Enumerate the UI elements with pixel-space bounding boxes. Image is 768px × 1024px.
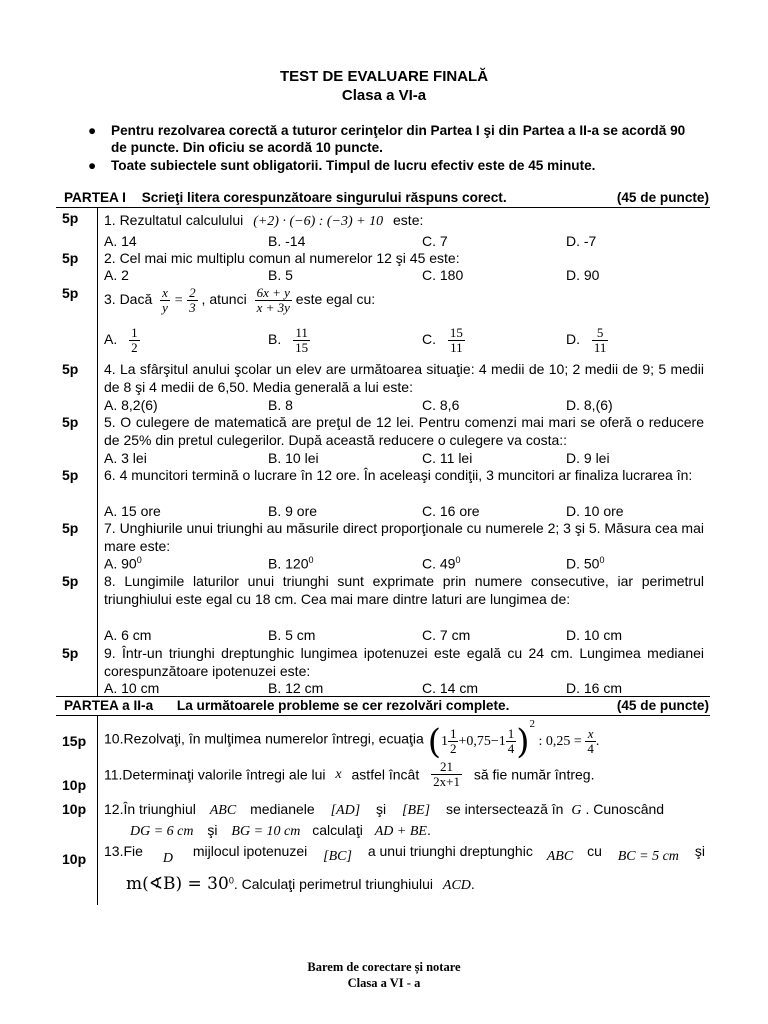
- instruction-text: Toate subiectele sunt obligatorii. Timpul de lucru efectiv este de 45 minute.: [111, 158, 596, 173]
- fraction: [293, 326, 310, 355]
- problem-13-line1: [104, 843, 704, 867]
- question-points: 5p: [62, 361, 79, 377]
- divider: [56, 207, 710, 208]
- question-text: 3. Dacă: [104, 291, 153, 308]
- answer-a: [104, 326, 140, 355]
- question-4: 4. La sfârşitul anului şcolar un elev are următoarea situaţie: 4 medii de 10; 2 medii de 9; 5 medii de 8 şi 4 medii de 6,50. Media generală a lui este:: [104, 361, 704, 395]
- numerator: 21: [431, 760, 462, 775]
- question-9: 9. Într-un triunghi dreptunghic lungimea ipotenuzei este egală cu 24 cm. Lungimea medianei corespunzătoare ipotenuzei este:: [104, 645, 704, 679]
- problem-points: 10p: [62, 801, 87, 817]
- problem-text: şi: [694, 843, 705, 859]
- problem-text: 11.Determinaţi valorile întregi ale lui: [104, 766, 326, 783]
- problem-13-line2: [126, 874, 475, 894]
- answer-c: C. 7 cm: [422, 627, 471, 643]
- answer-letter: B.: [268, 331, 282, 348]
- problem-text: cu: [587, 843, 602, 859]
- math-symbol: D: [162, 851, 173, 866]
- answer-d: D. 90: [566, 267, 600, 283]
- answer-c: [422, 326, 465, 355]
- math-symbol: ACD: [442, 878, 471, 893]
- math-symbol: ABC: [546, 849, 574, 864]
- answer-d: [566, 326, 608, 355]
- equation: (1 $\frac{1}{2}$ +0,75−1 $\frac{1}{4}$ )$^2$ : 0,25 = $\frac{x}{4}$ .: [427, 718, 600, 762]
- math-symbol: DG = 6 cm: [130, 824, 194, 839]
- divider: [56, 715, 710, 716]
- answer-d: D. 10 ore: [566, 503, 624, 519]
- question-points: 5p: [62, 645, 79, 661]
- math-symbol: [BE]: [402, 803, 431, 818]
- fraction: [431, 760, 462, 789]
- problem-12-line2: [130, 822, 431, 840]
- problem-text: a unui triunghi dreptunghic: [367, 843, 533, 859]
- bullet-icon: ●: [88, 123, 97, 138]
- answer-a: A. 2: [104, 267, 129, 283]
- numerator: x: [162, 285, 168, 300]
- fraction: [187, 286, 198, 315]
- answer-d: D. 9 lei: [566, 450, 610, 466]
- answer-b: B. 10 lei: [268, 450, 319, 466]
- problem-text: mijlocul ipotenuzei: [192, 843, 308, 859]
- problem-text: să fie număr întreg.: [473, 766, 595, 783]
- answer-a: A. 10 cm: [104, 680, 160, 696]
- numerator: 1: [131, 325, 138, 340]
- question-text: 1. Rezultatul calculului: [104, 212, 244, 228]
- footer-line1: Barem de corectare și notare: [307, 960, 461, 974]
- answer-b: B. -14: [268, 233, 306, 249]
- problem-11: [104, 760, 594, 789]
- degree-sup: 0: [136, 555, 142, 565]
- math-symbol: G: [571, 803, 582, 818]
- problem-text: .: [470, 876, 475, 892]
- fraction: [255, 286, 292, 315]
- math-symbol: AD + BE: [374, 824, 427, 839]
- math-symbol: BG = 10 cm: [231, 824, 301, 839]
- part2-header: [64, 698, 709, 713]
- answer-c: C. 11 lei: [422, 450, 473, 466]
- problem-text: 10.Rezolvaţi, în mulţimea numerelor întregi, ecuaţia: [104, 730, 424, 747]
- instruction-text: Pentru rezolvarea corectă a tuturor cerinţelor din Partea I şi din Partea a II-a se acordă 90 de puncte. Din oficiu se acordă 10 puncte.: [111, 123, 686, 155]
- variable: x: [335, 766, 342, 782]
- answer-text: A. 90: [104, 555, 137, 572]
- column-divider: [97, 715, 98, 905]
- question-points: 5p: [62, 414, 79, 430]
- math-symbol: ABC: [209, 803, 237, 818]
- question-text: este egal cu:: [295, 291, 376, 308]
- part2-label: PARTEA a II-a: [64, 698, 154, 713]
- problem-text: 13.Fie: [104, 843, 143, 859]
- fraction: [129, 326, 140, 355]
- column-divider: [97, 207, 98, 696]
- answer-b: B. 5 cm: [268, 627, 316, 643]
- answer-d: [566, 555, 604, 572]
- math-symbol: [AD]: [330, 803, 361, 818]
- answer-b: [268, 326, 310, 355]
- problem-text: medianele: [250, 801, 315, 817]
- part2-points: (45 de puncte): [616, 698, 709, 713]
- question-3: 3. Dacă $\frac{x}{y}$ = $\frac{2}{3}$ , atunci $\frac{6x + y}{x + 3y}$ este egal cu:: [104, 285, 376, 315]
- answer-c: C. 180: [422, 267, 464, 283]
- answer-b: B. 8: [268, 397, 293, 413]
- question-points: 5p: [62, 210, 79, 226]
- answer-a: A. 3 lei: [104, 450, 147, 466]
- answer-letter: A.: [104, 331, 118, 348]
- answer-text: B. 120: [268, 555, 309, 572]
- answer-c: C. 8,6: [422, 397, 460, 413]
- footer-line2: Clasa a VI - a: [347, 976, 421, 990]
- question-text: este:: [393, 212, 424, 228]
- math-symbol: [BC]: [323, 849, 352, 864]
- problem-text: 12.În triunghiul: [104, 801, 196, 817]
- question-7: 7. Unghiurile unui triunghi au măsurile direct proporţionale cu numerele 2; 3 şi 5. Măsura cea mai mare este:: [104, 520, 704, 554]
- answer-c: C. 16 ore: [422, 503, 480, 519]
- degree-sup: 0: [308, 555, 314, 565]
- math-symbol: BC = 5 cm: [617, 849, 679, 864]
- answer-b: B. 9 ore: [268, 503, 318, 519]
- answer-c: C. 14 cm: [422, 680, 479, 696]
- answer-letter: D.: [566, 331, 580, 348]
- denominator: 3: [189, 300, 196, 315]
- numerator: 5: [592, 326, 609, 341]
- degree-sup: 0: [455, 555, 461, 565]
- answer-b: B. 12 cm: [268, 680, 324, 696]
- problem-10: [104, 718, 600, 762]
- degree-sup: 0: [599, 555, 605, 565]
- problem-points: 10p: [62, 777, 87, 793]
- answer-letter: C.: [422, 331, 436, 348]
- problem-points: 10p: [62, 851, 87, 867]
- question-text: , atunci: [201, 291, 247, 308]
- denominator: 2: [131, 340, 138, 355]
- part1-header: [64, 190, 709, 205]
- divider: [56, 696, 710, 697]
- question-points: 5p: [62, 467, 79, 483]
- numerator: 6x + y: [256, 285, 290, 300]
- answer-c: [422, 555, 460, 572]
- answer-b: B. 5: [268, 267, 293, 283]
- fraction: [160, 286, 170, 315]
- question-8: 8. Lungimile laturilor unui triunghi sunt exprimate prin numere consecutive, iar perimetrul triunghiului este egal cu 18 cm. Cea mai mare dintre laturi are lungimea de:: [104, 573, 704, 607]
- part1-points: (45 de puncte): [616, 190, 709, 205]
- question-5: 5. O culegere de matematică are preţul de 12 lei. Pentru comenzi mai mari se oferă o reducere de 25% din pretul culegerilor. După această reducere o culegere va costa::: [104, 414, 704, 448]
- problem-text: astfel încât: [351, 766, 420, 783]
- question-1: [104, 212, 423, 230]
- question-2: 2. Cel mai mic multiplu comun al numerelor 12 şi 45 este:: [104, 250, 460, 266]
- denominator: x + 3y: [256, 300, 290, 315]
- answer-d: D. 16 cm: [566, 680, 623, 696]
- test-title: TEST DE EVALUARE FINALĂ: [279, 68, 489, 85]
- answer-d: D. 8,(6): [566, 397, 613, 413]
- answer-a: A. 6 cm: [104, 627, 152, 643]
- answer-d: D. 10 cm: [566, 627, 623, 643]
- part1-instruction: Scrieţi litera corespunzătoare singurului răspuns corect.: [141, 190, 507, 205]
- question-points: 5p: [62, 520, 79, 536]
- part2-instruction: La următoarele probleme se cer rezolvări complete.: [176, 698, 510, 713]
- denominator: 11: [593, 340, 607, 355]
- problem-text: . Calculaţi perimetrul triunghiului: [233, 876, 434, 892]
- answer-d: D. -7: [566, 233, 597, 249]
- fraction: [448, 326, 465, 355]
- answer-a: [104, 555, 142, 572]
- problem-text: se intersectează în: [445, 801, 564, 817]
- fraction: [592, 326, 609, 355]
- question-points: 5p: [62, 285, 79, 301]
- problem-text: calculaţi: [312, 822, 363, 838]
- answer-c: C. 7: [422, 233, 448, 249]
- problem-text: şi: [376, 801, 387, 817]
- question-points: 5p: [62, 250, 79, 266]
- bullet-icon: ●: [88, 158, 97, 173]
- numerator: 15: [449, 325, 463, 340]
- problem-points: 15p: [62, 733, 87, 749]
- degree-sup: 0: [228, 875, 234, 886]
- numerator: 2: [189, 285, 196, 300]
- test-subtitle: Clasa a VI-a: [341, 87, 427, 104]
- denominator: y: [162, 300, 168, 315]
- question-points: 5p: [62, 573, 79, 589]
- answer-b: [268, 555, 314, 572]
- part1-label: PARTEA I: [64, 190, 126, 205]
- problem-text: .: [426, 822, 431, 838]
- answer-a: A. 8,2(6): [104, 397, 158, 413]
- denominator: 11: [450, 340, 463, 355]
- denominator: 15: [295, 340, 309, 355]
- question-6: 6. 4 muncitori termină o lucrare în 12 ore. În aceleaşi condiţii, 3 muncitori ar finaliza lucrarea în:: [104, 467, 693, 483]
- answer-text: C. 49: [422, 555, 456, 572]
- problem-text: şi: [207, 822, 218, 838]
- denominator: 2x+1: [433, 774, 460, 789]
- problem-12-line1: [104, 801, 704, 819]
- answer-a: A. 14: [104, 233, 137, 249]
- problem-text: . Cunoscând: [585, 801, 665, 817]
- numerator: 11: [293, 326, 310, 341]
- answer-text: D. 50: [566, 555, 600, 572]
- answer-a: A. 15 ore: [104, 503, 161, 519]
- math-expression: (+2) · (−6) : (−3) + 10: [253, 214, 384, 229]
- angle-expression: m(∢B) = 30: [126, 874, 229, 894]
